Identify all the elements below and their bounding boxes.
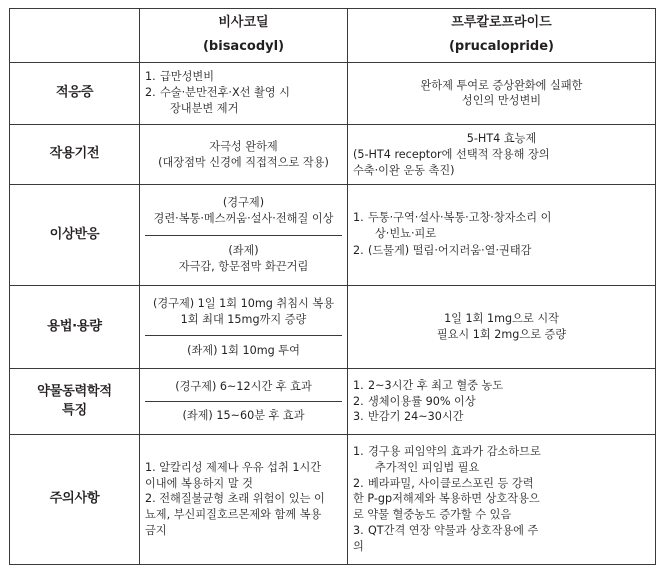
list-item: [353, 409, 650, 425]
row-label-precautions: 주의사항: [10, 434, 140, 564]
subrow-suppository: [145, 336, 342, 365]
table-row-precautions: [10, 434, 656, 564]
subtable-bisacodyl-pk: [145, 372, 342, 431]
text-line: 2. 전해질불균형 초래 위험이 있는 이: [145, 492, 325, 506]
list-item: [353, 243, 650, 259]
list-line: 두통·구역·설사·복통·고창·창자소리 이: [368, 211, 552, 225]
list-number: 1.: [353, 211, 364, 225]
list-prucalopride-pk: [353, 378, 650, 426]
drug-comparison-table: [9, 8, 656, 565]
subcell-oral: [145, 188, 342, 235]
subcell-suppository: [145, 402, 342, 431]
text-line: (경구제): [222, 196, 265, 210]
list-number: 2.: [353, 394, 364, 408]
header-cell-prucalopride: [348, 9, 656, 63]
text-line: (좌제): [228, 243, 259, 257]
list-line: 상·빈뇨·피로: [375, 227, 437, 241]
text-line: 필요시 1회 2mg으로 증량: [436, 328, 567, 342]
cell-bisacodyl-adverse-reactions: [140, 185, 348, 286]
text-line: 뇨제, 부신피질호르몬제와 함께 복용: [145, 508, 322, 522]
list-bisacodyl-indication: [145, 69, 342, 118]
subrow-oral: [145, 372, 342, 401]
subrow-suppository: [145, 235, 342, 282]
cell-bisacodyl-pharmacokinetics: [140, 369, 348, 435]
text-line: 자극감, 항문점막 화끈거림: [178, 259, 309, 273]
cell-bisacodyl-mechanism: [140, 125, 348, 185]
table-row-dosage: [10, 285, 656, 368]
subtable-bisacodyl-adverse: [145, 188, 342, 282]
list-line: 급만성변비: [160, 69, 215, 83]
row-label-pharmacokinetics: [10, 369, 140, 435]
list-prucalopride-precautions: [353, 444, 650, 555]
row-label-indication: 적응증: [10, 62, 140, 124]
list-line: (드물게) 떨림·어지러움·열·권태감: [368, 244, 532, 258]
list-line: 수술·분만전후·X선 촬영 시: [160, 86, 290, 100]
text-line: 경련·복통·메스꺼움·설사·전해질 이상: [153, 212, 334, 226]
list-item: [353, 444, 650, 476]
list-line: 생체이용률 90% 이상: [368, 394, 476, 408]
cell-bisacodyl-precautions: [140, 434, 348, 564]
text-line: 완하제 투여로 증상완화에 실패한: [420, 78, 583, 92]
list-line: 추가적인 피임법 필요: [375, 460, 480, 474]
cell-bisacodyl-indication: [140, 62, 348, 124]
label-line: 약물동력학적: [37, 383, 112, 399]
text-line: (좌제) 1회 10mg 투여: [187, 343, 300, 357]
text-line: 1일 1회 1mg으로 시작: [444, 312, 559, 326]
list-number: 2.: [353, 244, 364, 258]
list-line: 장내분변 제거: [170, 102, 239, 116]
subcell-oral: [145, 372, 342, 401]
subcell-suppository: [145, 336, 342, 365]
list-line: 경구용 피임약의 효과가 감소하므로: [368, 444, 541, 458]
list-number: 3.: [353, 524, 364, 538]
cell-prucalopride-pharmacokinetics: [348, 369, 656, 435]
subcell-suppository: [145, 235, 342, 282]
text-line: (좌제) 15~60분 후 효과: [182, 409, 305, 423]
list-line: 의: [353, 540, 364, 554]
text-line: (대장점막 신경에 직접적으로 작용): [158, 155, 329, 169]
text-line: 1. 알칼리성 제제나 우유 섭취 1시간: [145, 460, 322, 474]
text-line: 성인의 만성변비: [461, 94, 542, 108]
subrow-oral: [145, 188, 342, 235]
list-line: 반감기 24~30시간: [368, 410, 464, 424]
row-label-dosage: 용법·용량: [10, 285, 140, 368]
subrow-suppository: [145, 402, 342, 431]
list-number: 3.: [353, 410, 364, 424]
list-line: 베라파밀, 사이클로스포린 등 강력: [368, 476, 534, 490]
list-bisacodyl-precautions: [145, 460, 342, 540]
text-line: 자극성 완하제: [209, 139, 278, 153]
subrow-oral: [145, 289, 342, 336]
list-prucalopride-adverse: [353, 210, 650, 259]
list-item: [353, 394, 650, 410]
list-item-continuation: [353, 539, 650, 555]
text-line: 수축·이완 운동 촉진): [353, 163, 455, 177]
cell-prucalopride-precautions: [348, 434, 656, 564]
table-row-adverse-reactions: [10, 185, 656, 286]
list-number: 1.: [353, 378, 364, 392]
list-item: [145, 69, 342, 85]
list-item: [353, 476, 650, 492]
cell-prucalopride-indication: [348, 62, 656, 124]
row-label-mechanism: 작용기전: [10, 125, 140, 185]
text-line: 금지: [145, 524, 167, 538]
text-line: 이내에 복용하지 말 것: [145, 476, 253, 490]
text-line: (경구제) 6~12시간 후 효과: [175, 379, 312, 393]
subtable-bisacodyl-dosage: [145, 289, 342, 365]
text-line: (경구제) 1일 1회 10mg 취침시 복용: [152, 297, 335, 311]
table-header-row: [10, 9, 656, 63]
list-item: [353, 210, 650, 242]
cell-prucalopride-adverse-reactions: [348, 185, 656, 286]
table-row-pharmacokinetics: [10, 369, 656, 435]
list-number: 1.: [353, 444, 364, 458]
list-line: 한 P-gp저해제와 복용하면 상호작용으: [353, 492, 540, 506]
header-prucalopride-ko: 프루칼로프라이드: [451, 15, 552, 31]
subcell-oral: [145, 289, 342, 336]
text-line: 1회 최대 15mg까지 증량: [180, 313, 307, 327]
header-corner-cell: [10, 9, 140, 63]
list-line: 2~3시간 후 최고 혈중 농도: [368, 378, 504, 392]
header-bisacodyl-en: (bisacodyl): [202, 38, 285, 54]
list-item: [353, 378, 650, 394]
text-line: (5-HT4 receptor에 선택적 작용해 장의: [353, 147, 550, 161]
list-item: [145, 85, 342, 117]
list-item-continuation: [353, 491, 650, 523]
table-row-indication: [10, 62, 656, 124]
list-line: QT간격 연장 약물과 상호작용에 주: [368, 524, 539, 538]
cell-bisacodyl-dosage: [140, 285, 348, 368]
cell-prucalopride-dosage: [348, 285, 656, 368]
list-item: [353, 523, 650, 539]
list-number: 2.: [145, 86, 156, 100]
list-number: 2.: [353, 476, 364, 490]
header-cell-bisacodyl: [140, 9, 348, 63]
header-bisacodyl-ko: 비사코딜: [218, 15, 269, 31]
header-prucalopride-en: (prucalopride): [448, 38, 554, 54]
text-line: 5-HT4 효능제: [466, 131, 537, 145]
label-line: 특징: [62, 402, 87, 418]
table-row-mechanism: [10, 125, 656, 185]
row-label-adverse-reactions: 이상반응: [10, 185, 140, 286]
list-number: 1.: [145, 69, 156, 83]
list-line: 로 약물 혈중농도 증가할 수 있음: [353, 508, 512, 522]
cell-prucalopride-mechanism: [348, 125, 656, 185]
